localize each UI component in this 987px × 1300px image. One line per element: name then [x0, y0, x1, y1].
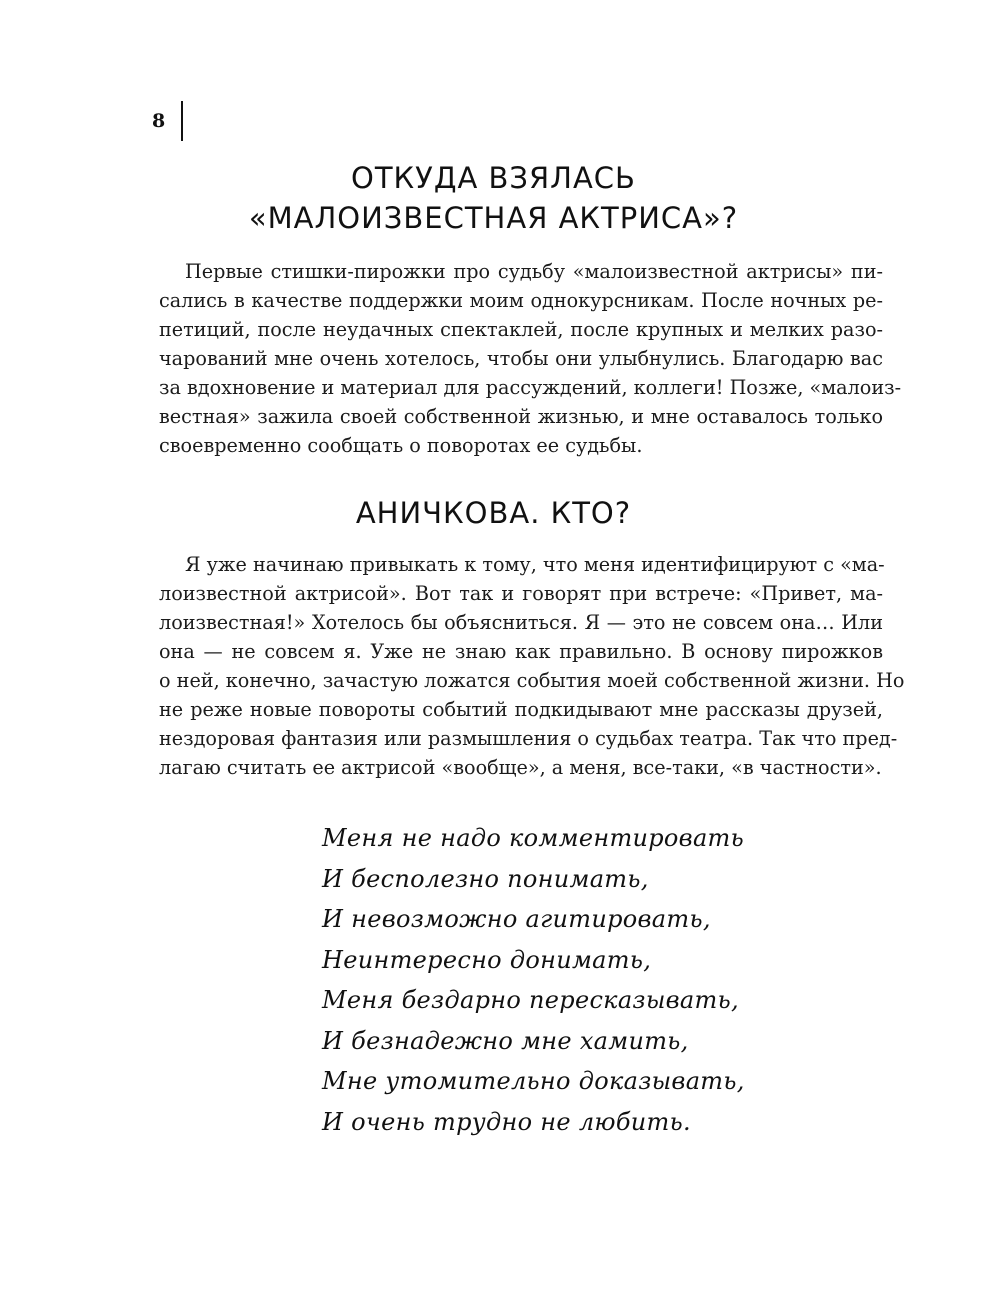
paragraph-line: нездоровая фантазия или размышления о судьбах театра. Так что пред-	[159, 727, 898, 750]
poem-line: Мне утомительно доказывать,	[322, 1067, 745, 1095]
paragraph-line: лоизвестной актрисой». Вот так и говорят при встрече: «Привет, ма-	[159, 582, 883, 605]
section-title-origin	[0, 158, 987, 238]
paragraph-line: сались в качестве поддержки моим однокурсникам. После ночных ре-	[159, 289, 883, 312]
section-title-origin-line1: ОТКУДА ВЗЯЛАСЬ	[351, 161, 636, 195]
paragraph-line: за вдохновение и материал для рассуждений, коллеги! Позже, «малоиз-	[159, 376, 902, 399]
paragraph-line: лагаю считать ее актрисой «вообще», а меня, все-таки, «в частности».	[159, 756, 882, 779]
paragraph-line: Первые стишки-пирожки про судьбу «малоизвестной актрисы» пи-	[185, 260, 883, 283]
paragraph-line: вестная» зажила своей собственной жизнью, и мне оставалось только	[159, 405, 883, 428]
page-header	[152, 100, 183, 142]
paragraph-line: петиций, после неудачных спектаклей, после крупных и мелких разо-	[159, 318, 883, 341]
paragraph-line: чарований мне очень хотелось, чтобы они улыбнулись. Благодарю вас	[159, 347, 883, 370]
section-title-origin-line2: «МАЛОИЗВЕСТНАЯ АКТРИСА»?	[248, 201, 739, 235]
poem	[322, 818, 822, 1142]
page-number: 8	[152, 109, 166, 132]
poem-line: И бесполезно понимать,	[322, 864, 649, 893]
paragraph-anichkova	[159, 550, 905, 782]
section-title-anichkova: АНИЧКОВА. КТО?	[355, 496, 632, 530]
poem-line: И невозможно агитировать,	[322, 905, 711, 933]
paragraph-line: не реже новые повороты событий подкидывают мне рассказы друзей,	[159, 698, 883, 721]
paragraph-line: лоизвестная!» Хотелось бы объясниться. Я — это не совсем она… Или	[159, 611, 883, 634]
paragraph-line: Я уже начинаю привыкать к тому, что меня идентифицируют с «ма-	[185, 553, 885, 576]
paragraph-line: она — не совсем я. Уже не знаю как правильно. В основу пирожков	[159, 640, 883, 663]
paragraph-origin	[159, 257, 902, 460]
poem-line: И безнадежно мне хамить,	[322, 1026, 689, 1055]
poem-line: Неинтересно донимать,	[322, 945, 652, 974]
paragraph-line: о ней, конечно, зачастую ложатся события моей собственной жизни. Но	[159, 669, 905, 692]
poem-line: Меня бездарно пересказывать,	[322, 986, 739, 1014]
poem-line: Меня не надо комментировать	[322, 824, 744, 852]
paragraph-line: своевременно сообщать о поворотах ее судьбы.	[159, 434, 643, 457]
page-number-rule	[181, 101, 183, 141]
poem-line: И очень трудно не любить.	[322, 1107, 691, 1136]
